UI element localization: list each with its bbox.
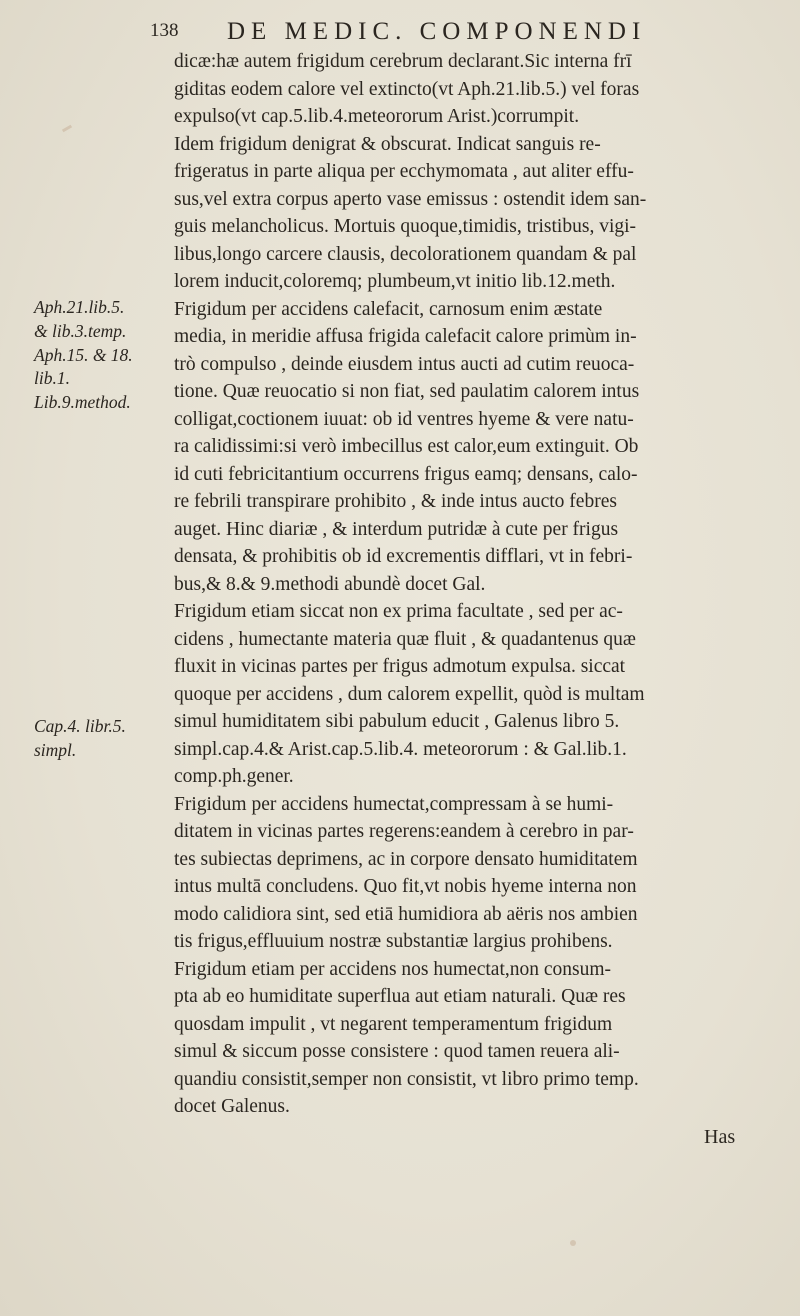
margin-note-line: simpl. (34, 739, 77, 760)
text-line: guis melancholicus. Mortuis quoque,timidis, tristibus, vigi- (174, 216, 637, 237)
text-line: docet Galenus. (174, 1096, 290, 1117)
text-line: ditatem in vicinas partes regerens:eandem à cerebro in par- (174, 821, 634, 842)
margin-note-line: & lib.3.temp. (34, 320, 127, 341)
margin-note-aph (34, 296, 174, 415)
page-number: 138 (150, 20, 179, 41)
text-line: fluxit in vicinas partes per frigus admotum expulsa. siccat (174, 656, 626, 677)
text-line: tes subiectas deprimens, ac in corpore densato humiditatem (174, 848, 638, 870)
text-line: pta ab eo humiditate superflua aut etiam naturali. Quæ res (174, 986, 626, 1007)
text-line: frigeratus in parte aliqua per ecchymomata , aut aliter effu- (174, 161, 634, 182)
text-line: expulso(vt cap.5.lib.4.meteororum Arist.)corrumpit. (174, 106, 580, 127)
ink-spot (570, 1240, 576, 1246)
text-line: giditas eodem calore vel extincto(vt Aph.21.lib.5.) vel foras (174, 78, 640, 100)
margin-note-line: Cap.4. libr.5. (34, 716, 126, 736)
text-line: simul & siccum posse consistere : quod tamen reuera ali- (174, 1041, 620, 1062)
text-line: intus multā concludens. Quo fit,vt nobis hyeme interna non (174, 876, 637, 897)
text-line: re febrili transpirare prohibito , & inde intus aucto febres (174, 491, 617, 512)
margin-note-line: Aph.21.lib.5. (34, 297, 125, 317)
text-line: auget. Hinc diariæ , & interdum putridæ à cute per frigus (174, 518, 619, 540)
margin-note-line: Lib.9.method. (34, 392, 131, 413)
text-line: tione. Quæ reuocatio si non fiat, sed paulatim calorem intus (174, 381, 640, 402)
margin-note-line: lib.1. (34, 368, 70, 389)
text-line: dicæ:hæ autem frigidum cerebrum declarant.Sic interna frī (174, 51, 632, 72)
running-title: DE MEDIC. COMPONENDI (227, 18, 647, 45)
text-line: comp.ph.gener. (174, 766, 294, 787)
text-line: Frigidum per accidens humectat,compressam à se humi- (174, 793, 614, 815)
text-line: quosdam impulit , vt negarent temperamentum frigidum (174, 1013, 613, 1035)
text-line: libus,longo carcere clausis, decolorationem quandam & pal (174, 243, 637, 265)
margin-note-cap (34, 715, 174, 763)
text-line: densata, & prohibitis ob id excrementis difflari, vt in febri- (174, 546, 633, 567)
text-line: trò compulso , deinde eiusdem intus aucti ad cutim reuoca- (174, 353, 635, 375)
text-line: sus,vel extra corpus aperto vase emissus : ostendit idem san- (174, 188, 647, 210)
text-line: media, in meridie affusa frigida calefacit calore primùm in- (174, 326, 637, 347)
text-line: simul humiditatem sibi pabulum educit , Galenus libro 5. (174, 711, 620, 732)
text-line: bus,& 8.& 9.methodi abundè docet Gal. (174, 573, 486, 595)
ink-mark (62, 125, 72, 133)
text-line: Idem frigidum denigrat & obscurat. Indicat sanguis re- (174, 133, 601, 155)
text-line: simpl.cap.4.& Arist.cap.5.lib.4. meteororum : & Gal.lib.1. (174, 738, 627, 760)
text-line: Frigidum etiam per accidens nos humectat,non consum- (174, 958, 612, 980)
text-line: quoque per accidens , dum calorem expellit, quòd is multam (174, 683, 645, 705)
text-line: Frigidum etiam siccat non ex prima facultate , sed per ac- (174, 601, 623, 622)
text-line: lorem inducit,coloremq; plumbeum,vt initio lib.12.meth. (174, 271, 616, 292)
text-line: tis frigus,effluuium nostræ substantiæ largius prohibens. (174, 931, 613, 952)
text-line: colligat,coctionem iuuat: ob id ventres hyeme & vere natu- (174, 408, 634, 430)
body-text (174, 48, 770, 1121)
text-line: quandiu consistit,semper non consistit, vt libro primo temp. (174, 1068, 639, 1090)
text-line: cidens , humectante materia quæ fluit , & quadantenus quæ (174, 628, 636, 650)
text-line: ra calidissimi:si verò imbecillus est calor,eum extinguit. Ob (174, 436, 639, 457)
text-line: modo calidiora sint, sed etiā humidiora ab aëris nos ambien (174, 903, 638, 925)
catchword: Has (704, 1126, 736, 1148)
text-line: id cuti febricitantium occurrens frigus eamq; densans, calo- (174, 463, 638, 485)
text-line: Frigidum per accidens calefacit, carnosum enim æstate (174, 298, 603, 320)
running-head (150, 18, 770, 48)
margin-note-line: Aph.15. & 18. (34, 344, 133, 365)
